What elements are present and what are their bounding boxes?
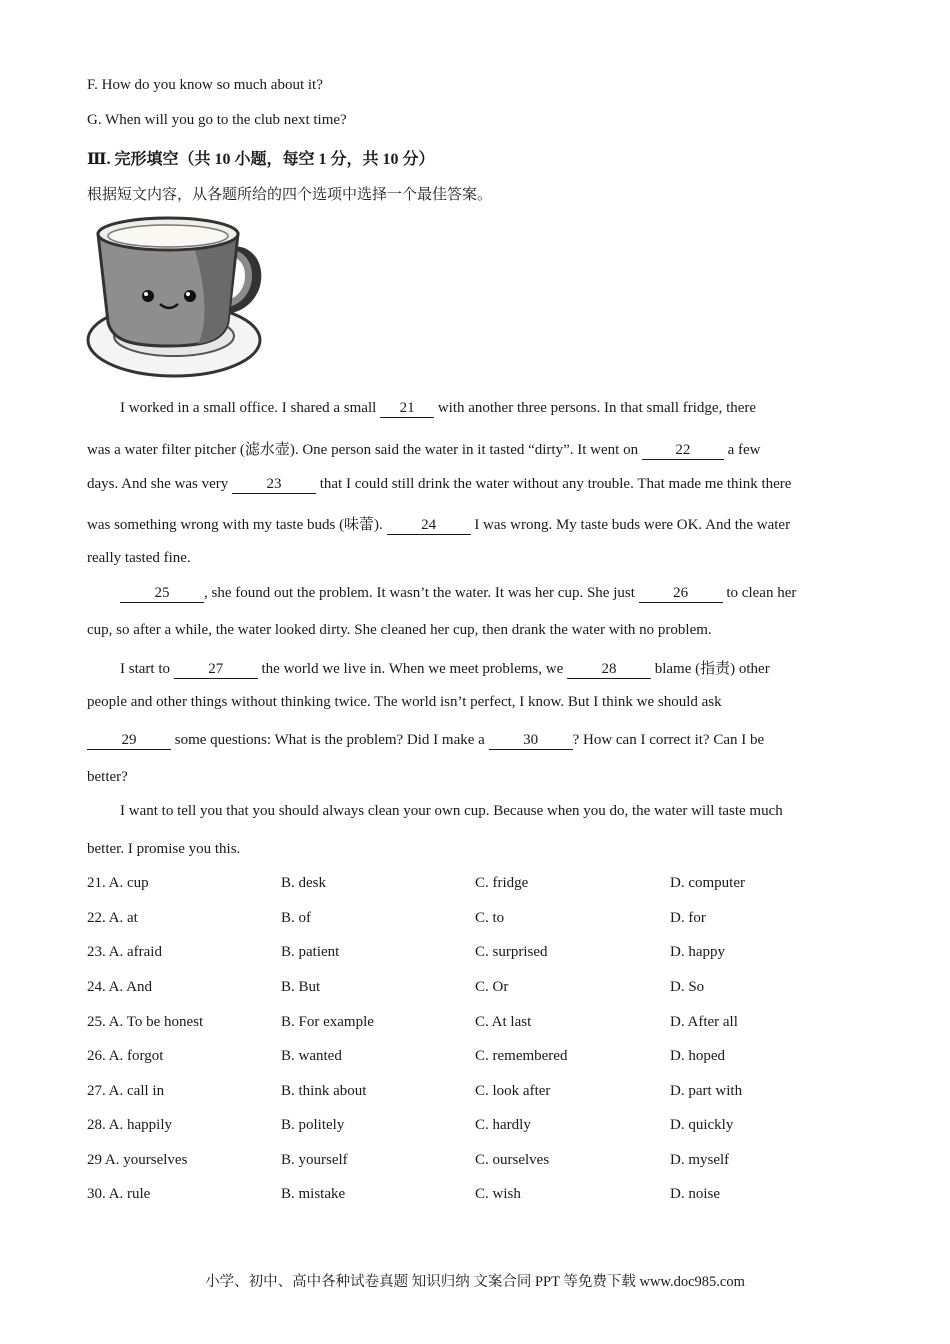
prev-option-f: F. How do you know so much about it? [87,77,323,93]
option-c: C. to [475,910,505,926]
option-b: B. desk [281,875,326,891]
passage-line: cup, so after a while, the water looked dirty. She cleaned her cup, then drank the water with no problem. [87,622,712,638]
blank-24: 24 [387,517,471,535]
option-row-25 [87,1014,867,1036]
passage-line [87,732,863,750]
passage-line: better? [87,769,128,785]
option-c: C. ourselves [475,1152,550,1168]
passage-line: really tasted fine. [87,550,191,566]
passage-line: better. I promise you this. [87,841,241,857]
passage-text: I start to [120,661,174,677]
option-a: 26. A. forgot [87,1048,164,1064]
option-a: 22. A. at [87,910,138,926]
option-d: D. hoped [670,1048,725,1064]
passage-line [120,657,896,679]
section-title: Ⅲ. 完形填空（共 10 小题，每空 1 分，共 10 分） [87,151,435,168]
option-c: C. surprised [475,944,548,960]
blank-21: 21 [380,400,434,418]
option-row-24 [87,979,867,1001]
passage-text: to clean her [722,585,797,601]
passage-text: that I could still drink the water without any trouble. That made me think there [315,476,792,492]
option-d: D. noise [670,1186,720,1202]
option-a: 21. A. cup [87,875,149,891]
passage-line [120,400,896,418]
passage-line [87,513,863,535]
option-row-26 [87,1048,867,1070]
passage-text: was a water filter pitcher (滤水壶). One person said the water in it tasted “dirty”. It went on [87,442,642,458]
option-d: D. part with [670,1083,743,1099]
passage-line: I want to tell you that you should always clean your own cup. Because when you do, the water will taste much [120,803,783,819]
option-b: B. yourself [281,1152,348,1168]
page-footer: 小学、初中、高中各种试卷真题 知识归纳 文案合同 PPT 等免费下载 www.doc985.com [205,1274,745,1290]
option-row-27 [87,1083,867,1105]
option-d: D. quickly [670,1117,734,1133]
passage-line: people and other things without thinking twice. The world isn’t perfect, I know. But I think we should ask [87,694,722,710]
option-c: C. wish [475,1186,521,1202]
passage-line [120,585,896,603]
option-c: C. Or [475,979,509,995]
option-a: 28. A. happily [87,1117,172,1133]
passage-text: some questions: What is the problem? Did I make a [171,732,489,748]
option-c: C. hardly [475,1117,531,1133]
option-a: 25. A. To be honest [87,1014,204,1030]
blank-23: 23 [232,476,316,494]
option-row-28 [87,1117,867,1139]
passage-text: I was wrong. My taste buds were OK. And the water [470,517,791,533]
option-row-21 [87,875,867,897]
option-b: B. For example [281,1014,374,1030]
blank-28: 28 [567,661,651,679]
option-b: B. patient [281,944,340,960]
option-a: 27. A. call in [87,1083,165,1099]
option-b: B. politely [281,1117,345,1133]
cup-illustration [86,212,266,382]
option-d: D. myself [670,1152,730,1168]
passage-text: , she found out the problem. It wasn’t the water. It was her cup. She just [204,585,639,601]
option-c: C. fridge [475,875,529,891]
option-d: D. After all [670,1014,738,1030]
blank-26: 26 [639,585,723,603]
option-b: B. But [281,979,321,995]
option-a: 23. A. afraid [87,944,162,960]
blank-25: 25 [120,585,204,603]
passage-line [87,476,863,494]
option-row-23 [87,944,867,966]
option-d: D. computer [670,875,745,891]
passage-text: blame (指责) other [650,661,770,677]
passage-text: a few [723,442,761,458]
passage-text: days. And she was very [87,476,232,492]
option-row-30 [87,1186,867,1208]
option-row-29 [87,1152,867,1174]
prev-option-g: G. When will you go to the club next time? [87,112,347,128]
option-a: 24. A. And [87,979,153,995]
option-row-22 [87,910,867,932]
option-b: B. wanted [281,1048,342,1064]
blank-22: 22 [642,442,724,460]
option-b: B. think about [281,1083,367,1099]
blank-30: 30 [489,732,573,750]
passage-text: the world we live in. When we meet problems, we [257,661,567,677]
passage-text: with another three persons. In that small fridge, there [434,400,757,416]
option-d: D. for [670,910,706,926]
blank-29: 29 [87,732,171,750]
section-instruction: 根据短文内容，从各题所给的四个选项中选择一个最佳答案。 [87,187,493,203]
blank-27: 27 [174,661,258,679]
option-d: D. happy [670,944,725,960]
passage-text: was something wrong with my taste buds (味蕾). [87,517,387,533]
option-b: B. mistake [281,1186,346,1202]
passage-text: ? How can I correct it? Can I be [572,732,765,748]
option-d: D. So [670,979,705,995]
option-b: B. of [281,910,311,926]
passage-line [87,438,863,460]
option-c: C. At last [475,1014,532,1030]
passage-text: I worked in a small office. I shared a small [120,400,381,416]
option-c: C. remembered [475,1048,568,1064]
option-a: 30. A. rule [87,1186,151,1202]
option-c: C. look after [475,1083,551,1099]
option-a: 29 A. yourselves [87,1152,188,1168]
